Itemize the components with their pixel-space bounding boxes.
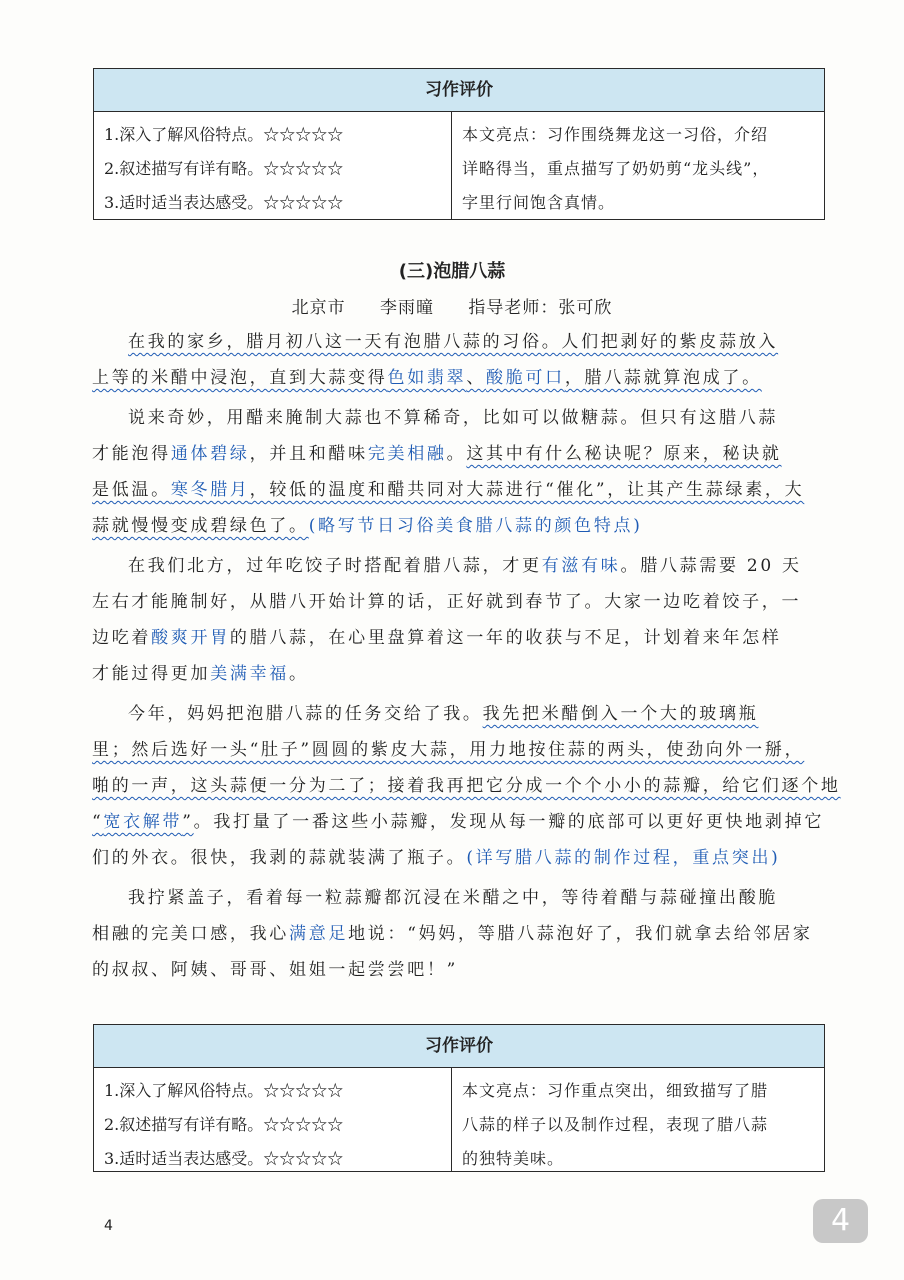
paragraph-4-line-1 — [92, 696, 832, 732]
paragraph-1-line-1 — [92, 324, 832, 360]
criterion-3: 3.适时适当表达感受。☆☆☆☆☆ — [104, 1149, 344, 1168]
text: 才能泡得 — [92, 444, 171, 464]
article-body — [92, 324, 841, 988]
wavy-underline-text: 里；然后选好一头“肚子”圆圆的紫皮大蒜，用力地按住蒜的两头，使劲向外一掰， — [92, 740, 805, 760]
text: 的腊八蒜，在心里盘算着这一年的收获与不足，计划着来年怎样 — [229, 628, 782, 648]
highlight-line-3: 字里行间饱含真情。 — [462, 193, 616, 212]
author-line — [0, 293, 904, 318]
criteria-list — [94, 1068, 452, 1171]
page-number: 4 — [104, 1218, 113, 1234]
paragraph-4-line-5 — [92, 840, 832, 876]
paragraph-2-line-1: 说来奇妙，用醋来腌制大蒜也不算稀奇，比如可以做糖蒜。但只有这腊八蒜 — [128, 408, 779, 428]
highlighted-phrase: 完美相融 — [367, 444, 447, 464]
text: 上等的米醋中浸泡，直到大蒜变得 — [92, 368, 388, 388]
highlight-comment — [452, 1068, 824, 1171]
text: 。腊八蒜需要 20 天 — [620, 556, 802, 576]
text: 。 — [446, 444, 467, 464]
criterion-3: 3.适时适当表达感受。☆☆☆☆☆ — [104, 193, 344, 212]
text: 才能过得更加 — [92, 664, 211, 684]
text: 相融的完美口感，我心 — [92, 924, 289, 944]
text: 今年，妈妈把泡腊八蒜的任务交给了我。 — [128, 704, 483, 724]
evaluation-header: 习作评价 — [94, 1025, 824, 1068]
paragraph-4-line-4 — [92, 804, 832, 840]
paragraph-3-line-3 — [92, 620, 832, 656]
highlight-line-1: 本文亮点：习作重点突出，细致描写了腊 — [462, 1081, 769, 1100]
evaluation-table-bottom — [93, 1024, 825, 1172]
wavy-underline-text: 在我的家乡，腊月初八这一天有泡腊八蒜的习俗。 — [128, 332, 562, 352]
article-title: (三)泡腊八蒜 — [398, 261, 506, 282]
criterion-1: 1.深入了解风俗特点。☆☆☆☆☆ — [104, 1081, 344, 1100]
highlight-line-2: 详略得当，重点描写了奶奶剪“龙头线”， — [462, 159, 770, 178]
highlight-comment — [452, 112, 824, 219]
highlighted-phrase: 酸脆可口 — [486, 368, 565, 388]
wavy-underline-text: 我先把米醋倒入一个大的玻璃瓶 — [482, 704, 759, 724]
wavy-underline-text: 人们把剥好的紫皮蒜放入 — [561, 332, 779, 352]
criteria-list — [94, 112, 452, 219]
text: ” — [182, 812, 194, 832]
wavy-underline-text — [92, 812, 194, 832]
wavy-underline-text: 蒜就慢慢变成碧绿色了。 — [92, 516, 309, 536]
text: ，并且和醋味 — [249, 444, 368, 464]
wavy-underline-text: 啪的一声，这头蒜便一分为二了；接着我再把它分成一个个小小的蒜瓣，给它们逐个地 — [92, 776, 841, 796]
highlighted-phrase: 酸爽开胃 — [151, 628, 230, 648]
wavy-underline-text: 这其中有什么秘诀呢？原来，秘诀就 — [466, 444, 782, 464]
paragraph-5-line-3: 的叔叔、阿姨、哥哥、姐姐一起尝尝吧！” — [92, 960, 458, 980]
paragraph-1-line-2 — [92, 360, 832, 396]
paragraph-4-line-2 — [92, 732, 832, 768]
text: 边吃着 — [92, 628, 152, 648]
text: 。我打量了一番这些小蒜瓣，发现从每一瓣的底部可以更好更快地剥掉它 — [193, 812, 825, 832]
author-name: 李雨曈 — [380, 298, 434, 318]
text: “ — [92, 812, 104, 832]
paragraph-2-line-4 — [92, 508, 832, 544]
teacher-name: 指导老师：张可欣 — [468, 298, 613, 318]
evaluation-table-top — [93, 68, 825, 220]
wavy-underline-text — [92, 368, 762, 388]
highlighted-phrase: 美满幸福 — [210, 664, 290, 684]
highlighted-phrase: 宽衣解带 — [103, 812, 183, 832]
wavy-underline-text — [92, 480, 804, 500]
highlighted-phrase: 通体碧绿 — [170, 444, 250, 464]
page-badge: 4 — [813, 1199, 868, 1243]
highlighted-phrase: 寒冬腊月 — [170, 480, 250, 500]
author-city: 北京市 — [291, 298, 346, 318]
paragraph-5-line-2 — [92, 916, 832, 952]
paragraph-3-line-4 — [92, 656, 832, 692]
highlight-line-2: 八蒜的样子以及制作过程，表现了腊八蒜 — [462, 1115, 769, 1134]
text: 在我们北方，过年吃饺子时搭配着腊八蒜，才更 — [128, 556, 542, 576]
text: 、 — [466, 368, 487, 388]
highlighted-phrase: 满意足 — [289, 924, 349, 944]
evaluation-header: 习作评价 — [94, 69, 824, 112]
paragraph-4-line-3 — [92, 768, 841, 804]
text: ，腊八蒜就算泡成了。 — [564, 368, 762, 388]
highlighted-phrase: 色如翡翠 — [387, 368, 467, 388]
annotation-note: (详写腊八蒜的制作过程，重点突出) — [466, 848, 781, 868]
criterion-1: 1.深入了解风俗特点。☆☆☆☆☆ — [104, 125, 344, 144]
text: ，较低的温度和醋共同对大蒜进行“催化”，让其产生蒜绿素，大 — [249, 480, 805, 500]
highlighted-phrase: 有滋有味 — [541, 556, 621, 576]
criterion-2: 2.叙述描写有详有略。☆☆☆☆☆ — [104, 1115, 344, 1134]
paragraph-2-line-3 — [92, 472, 832, 508]
text: 地说：“妈妈，等腊八蒜泡好了，我们就拿去给邻居家 — [348, 924, 813, 944]
paragraph-3-line-2: 左右才能腌制好，从腊八开始计算的话，正好就到春节了。大家一边吃着饺子，一 — [92, 592, 802, 612]
paragraph-5-line-1: 我拧紧盖子，看着每一粒蒜瓣都沉浸在米醋之中，等待着醋与蒜碰撞出酸脆 — [128, 888, 779, 908]
paragraph-3-line-1 — [92, 548, 832, 584]
annotation-note: (略写节日习俗美食腊八蒜的颜色特点) — [308, 516, 643, 536]
text: 们的外衣。很快，我剥的蒜就装满了瓶子。 — [92, 848, 467, 868]
paragraph-2-line-2 — [92, 436, 832, 472]
highlight-line-1: 本文亮点：习作围绕舞龙这一习俗，介绍 — [462, 125, 769, 144]
criterion-2: 2.叙述描写有详有略。☆☆☆☆☆ — [104, 159, 344, 178]
highlight-line-3: 的独特美味。 — [462, 1149, 565, 1168]
text: 。 — [289, 664, 309, 684]
text: 是低温。 — [92, 480, 171, 500]
